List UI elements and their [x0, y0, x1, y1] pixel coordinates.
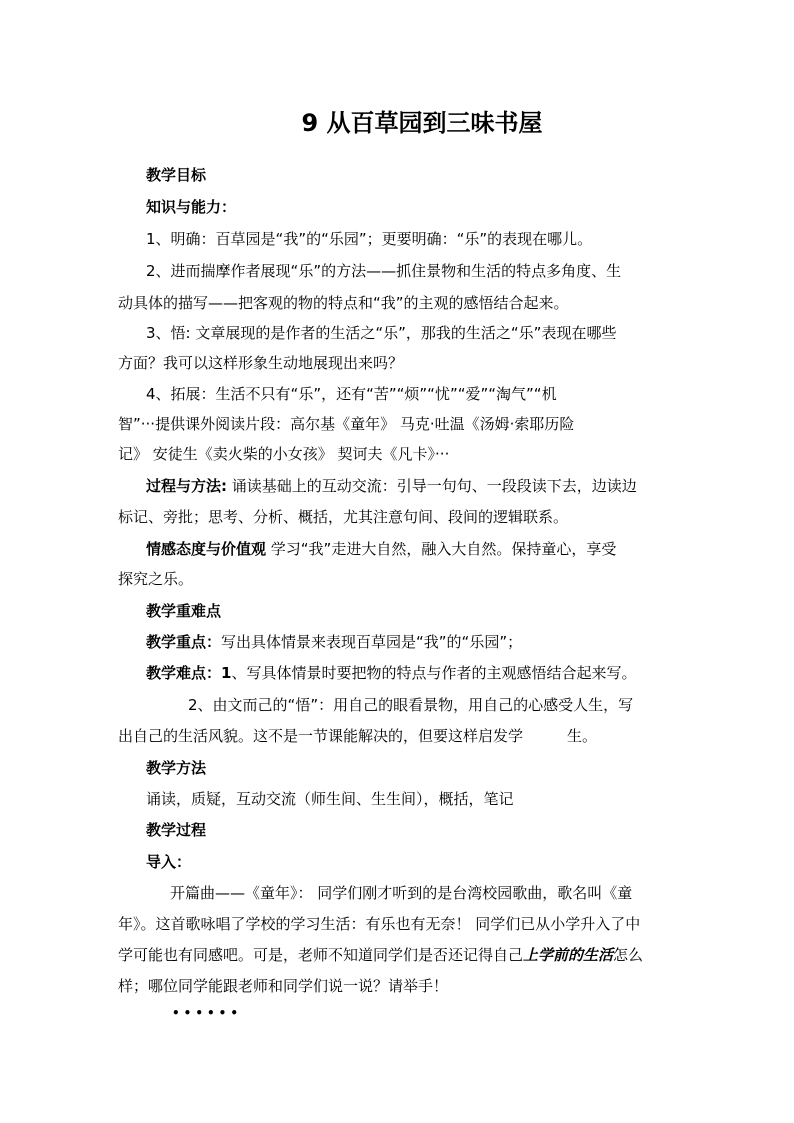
- process-methods-line2: 标记、旁批；思考、分析、概括，尤其注意句间、段间的逻辑联系。: [118, 508, 569, 526]
- page-title: 9 从百草园到三味书屋: [301, 109, 543, 137]
- difficult-label: 教学难点：: [146, 664, 222, 682]
- key-point-label: 教学重点：: [146, 633, 222, 651]
- ellipsis-marker: ••••••: [172, 1006, 243, 1020]
- process-methods-line1: [146, 476, 637, 496]
- key-point-text: 写出具体情景来表现百草园是“我”的“乐园”；: [221, 633, 523, 651]
- intro-line1: 开篇曲——《童年》： 同学们刚才听到的是台湾校园歌曲，歌名叫《童: [170, 884, 633, 902]
- intro-line2: 年》。这首歌咏唱了学校的学习生活：有乐也有无奈！ 同学们已从小学升入了中: [118, 915, 641, 933]
- heading-methods: 教学方法: [146, 759, 207, 777]
- knowledge-item-2-line1: 2、进而揣摩作者展现“乐”的方法——抓住景物和生活的特点多角度、生: [146, 262, 622, 280]
- difficult-text-1: 、写具体情景时要把物的特点与作者的主观感悟结合起来写。: [231, 664, 637, 682]
- emotion-text: 学习“我”走进大自然，融入大自然。保持童心，享受: [266, 540, 617, 558]
- heading-process: 教学过程: [146, 821, 207, 839]
- methods-text: 诵读，质疑，互动交流（师生间、生生间），概括，笔记: [146, 790, 514, 808]
- emotion-line2: 探究之乐。: [118, 570, 194, 588]
- intro-line3: [118, 945, 643, 965]
- heading-keypoints: 教学重难点: [146, 602, 222, 620]
- knowledge-item-1: 1、明确：百草园是“我”的“乐园”；更要明确：“乐”的表现在哪儿。: [146, 230, 593, 248]
- emotion-label: 情感态度与价值观: [146, 540, 267, 558]
- intro-text-3a: 学可能也有同感吧。可是，老师不知道同学们是否还记得自己: [118, 946, 524, 964]
- heading-intro: 导入：: [146, 853, 192, 871]
- process-methods-label: 过程与方法:: [146, 477, 227, 495]
- knowledge-item-4-line2: 智”···提供课外阅读片段：高尔基《童年》 马克·吐温《汤姆·索耶历险: [118, 415, 575, 433]
- process-methods-text: 诵读基础上的互动交流：引导一句句、一段段读下去，边读边: [227, 477, 637, 495]
- heading-knowledge: 知识与能力：: [146, 198, 237, 216]
- knowledge-item-4-line1: 4、拓展：生活不只有“乐”，还有“苦”“烦”“忧”“爱”“淘气”“机: [146, 385, 557, 403]
- difficult-number: 1: [221, 664, 232, 682]
- difficult-line3: [118, 726, 597, 746]
- key-point-line: [146, 632, 522, 652]
- emotion-line1: [146, 539, 616, 559]
- intro-line4: 样；哪位同学能跟老师和同学们说一说？请举手！: [118, 977, 449, 995]
- difficult-line2: 2、由文而己的“悟”：用自己的眼看景物，用自己的心感受人生，写: [188, 696, 634, 714]
- knowledge-item-3-line2: 方面？我可以这样形象生动地展现出来吗？: [118, 354, 404, 372]
- knowledge-item-4-line3: 记》 安徒生《卖火柴的小女孩》 契诃夫《凡卡》···: [118, 445, 450, 463]
- knowledge-item-2-line2: 动具体的描写——把客观的物的特点和“我”的主观的感悟结合起来。: [118, 294, 569, 312]
- knowledge-item-3-line1: 3、悟: 文章展现的是作者的生活之“乐”，那我的生活之“乐”表现在哪些: [146, 324, 617, 342]
- heading-goals: 教学目标: [146, 166, 207, 184]
- intro-emphasis: 上学前的生活: [523, 946, 614, 964]
- difficult-line1: [146, 663, 636, 683]
- difficult-text-3-end: 生。: [567, 727, 598, 745]
- difficult-text-3: 出自己的生活风貌。这不是一节课能解决的，但要这样启发学: [118, 727, 524, 745]
- intro-text-3b: 怎么: [613, 946, 644, 964]
